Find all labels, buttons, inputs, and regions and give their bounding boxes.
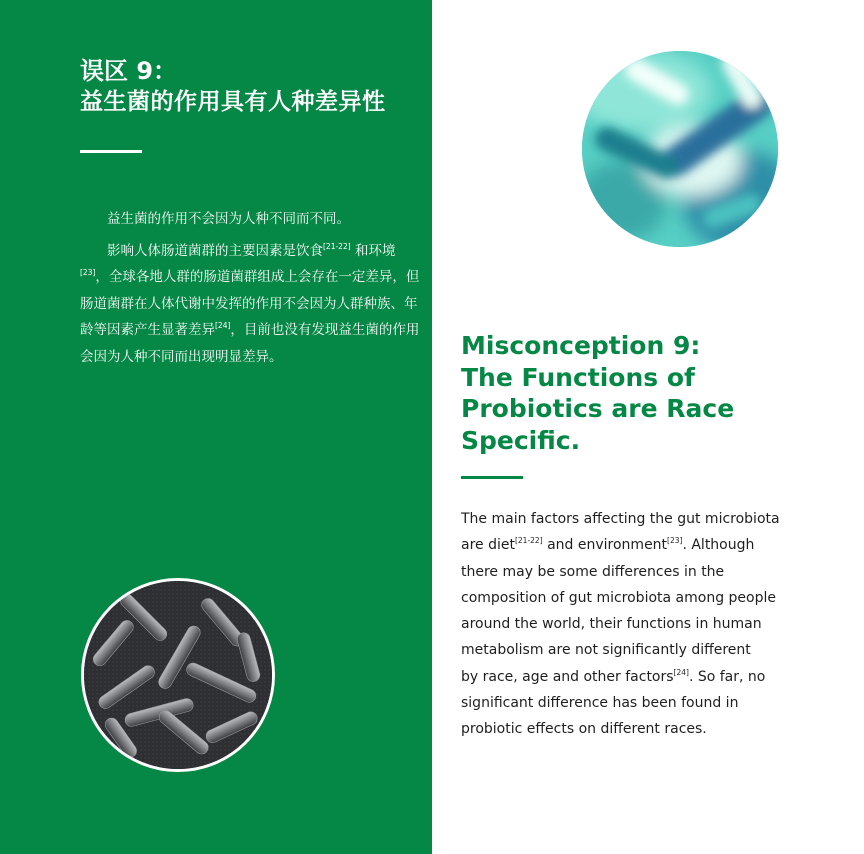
en-title-line1: Misconception 9: xyxy=(461,331,701,360)
zh-paragraph-2 xyxy=(80,238,422,371)
en-title-divider xyxy=(461,476,523,479)
en-title-line4: Specific. xyxy=(461,425,581,455)
en-line-1: The main factors affecting the gut microbiota xyxy=(461,511,780,527)
en-line-7 xyxy=(461,664,831,690)
en-ref-24: [24] xyxy=(673,667,689,677)
en-title-line3: Probiotics are Race xyxy=(461,394,735,423)
zh-title-line1: 误区 9： xyxy=(80,57,178,85)
zh-ref-21-22: [21-22] xyxy=(323,241,351,251)
zh-p2-text-d: ，目前也没有发现益生菌的作用会因为人种不同而出现明显差异。 xyxy=(80,322,420,365)
zh-title xyxy=(80,56,386,118)
bacteria-image-top xyxy=(582,51,778,247)
zh-title-line2: 益生菌的作用具有人种差异性 xyxy=(80,89,386,115)
en-line-6: metabolism are not significantly different xyxy=(461,642,751,659)
en-line-8: significant difference has been found in xyxy=(461,695,739,712)
en-line-3: there may be some differences in the xyxy=(461,563,725,580)
en-l7-b: . So far, no xyxy=(688,668,766,685)
en-ref-23: [23] xyxy=(667,536,683,546)
en-ref-21-22: [21-22] xyxy=(514,536,543,546)
en-line-4: composition of gut microbiota among people xyxy=(461,589,776,606)
en-l2-a: are diet xyxy=(461,537,515,554)
en-title xyxy=(461,330,851,456)
zh-body xyxy=(80,206,422,375)
en-title-line2: The Functions of xyxy=(461,362,695,392)
zh-paragraph-1: 益生菌的作用不会因为人种不同而不同。 xyxy=(107,211,350,227)
en-l2-b: and environment xyxy=(542,537,668,554)
en-l7-a: by race, age and other factors xyxy=(461,668,674,685)
zh-title-divider xyxy=(80,150,142,153)
en-l2-c: . Although xyxy=(682,537,755,554)
zh-p2-text-a: 影响人体肠道菌群的主要因素是饮食 xyxy=(107,242,323,259)
en-line-2 xyxy=(461,532,831,558)
zh-ref-23: [23] xyxy=(80,268,96,277)
en-line-5: around the world, their functions in human xyxy=(461,616,762,633)
zh-ref-24: [24] xyxy=(215,321,231,330)
en-line-9: probiotic effects on different races. xyxy=(461,721,707,738)
bacteria-image-bottom xyxy=(81,578,275,772)
zh-p2-text-b: 和环境 xyxy=(354,242,396,259)
en-body xyxy=(461,506,831,743)
zh-p2-text-c: ，全球各地人群的肠道菌群组成上会存在一定差异，但肠道菌群在人体代谢中发挥的作用不会因为人群种族、年龄等因素产生显著差异 xyxy=(80,269,420,338)
